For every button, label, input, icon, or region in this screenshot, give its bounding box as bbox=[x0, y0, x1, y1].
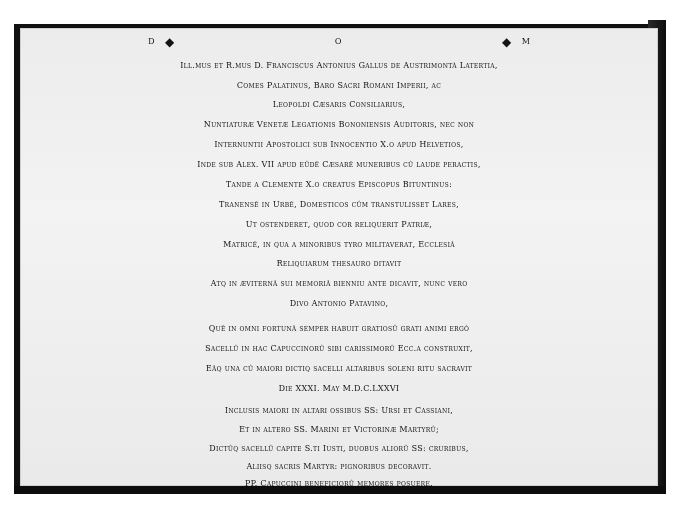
inscription-line: Nuntiaturæ Venetæ Legationis Bononiensis Auditoris, nec non bbox=[203, 120, 475, 129]
inscription-line: Leopoldi Cæsaris Consiliarius, bbox=[272, 100, 406, 109]
heading-letter-d: D bbox=[148, 37, 155, 46]
inscription-line: Inclusis maiori in altari ossibus SS: Ursi et Cassiani, bbox=[224, 406, 454, 415]
inscription-line: Ut ostenderet, quod cor reliquerit Patriæ, bbox=[245, 220, 433, 229]
inscription-line: Divo Antonio Patavino, bbox=[289, 299, 389, 308]
heading-letter-o: O bbox=[334, 37, 342, 46]
inscription-line: Tranensê in Urbê, Domesticos cûm transtulisset Lares, bbox=[219, 200, 459, 209]
dom-heading bbox=[20, 36, 658, 48]
inscription-line: Et in altero SS. Marini et Victorinæ Martyrû; bbox=[239, 425, 439, 434]
inscription-line: Reliquiarum thesauro ditavit bbox=[276, 259, 402, 268]
separator-dot: ◆ bbox=[501, 35, 512, 49]
inscription-line: Inde sub Alex. VII apud eûdê Cæsarê muneribus cû laude peractis, bbox=[197, 160, 481, 169]
inscription-line: PP. Capuccini beneficiorû memores posuere. bbox=[244, 479, 434, 488]
inscription-line: Die XXXI. May M.D.C.LXXVI bbox=[278, 384, 400, 393]
inscription-line: Internuntii Apostolici sub Innocentio X.o apud Helvetios, bbox=[214, 140, 464, 149]
inscription-line: Quê in omni fortunâ semper habuit gratiosû grati animi ergò bbox=[208, 324, 470, 333]
stone-tablet bbox=[20, 28, 658, 486]
inscription-line: Tande a Clemente X.o creatus Episcopus Bituntinus: bbox=[225, 180, 453, 189]
separator-dot: ◆ bbox=[165, 35, 175, 49]
inscription-line: Matricê, in qua a minoribus tyro militaverat, Ecclesiâ bbox=[223, 240, 455, 249]
inscription-line: Comes Palatinus, Baro Sacri Romani Imperii, ac bbox=[236, 81, 442, 90]
inscription-line: Ill.mus et R.mus D. Franciscus Antonius Gallus de Austrimontà Latertia, bbox=[180, 61, 498, 70]
inscription-line: Aliisq sacris Martyr: pignoribus decoravit. bbox=[246, 462, 432, 471]
inscription-line: Sacellû in hac Capuccinorû sibi carissimorû Ecc.a construxit, bbox=[205, 344, 473, 353]
heading-letter-m: M bbox=[521, 37, 530, 46]
inscription-line: Dictûq sacellû capite S.ti Iusti, duobus aliorû SS: cruribus, bbox=[209, 444, 469, 453]
inscription-line: Atq in æviternâ sui memoriâ bienniu ante dicavit, nunc vero bbox=[210, 279, 468, 288]
inscription-line: Eâq una cû maiori dictiq sacelli altaribus soleni ritu sacravit bbox=[205, 364, 473, 373]
